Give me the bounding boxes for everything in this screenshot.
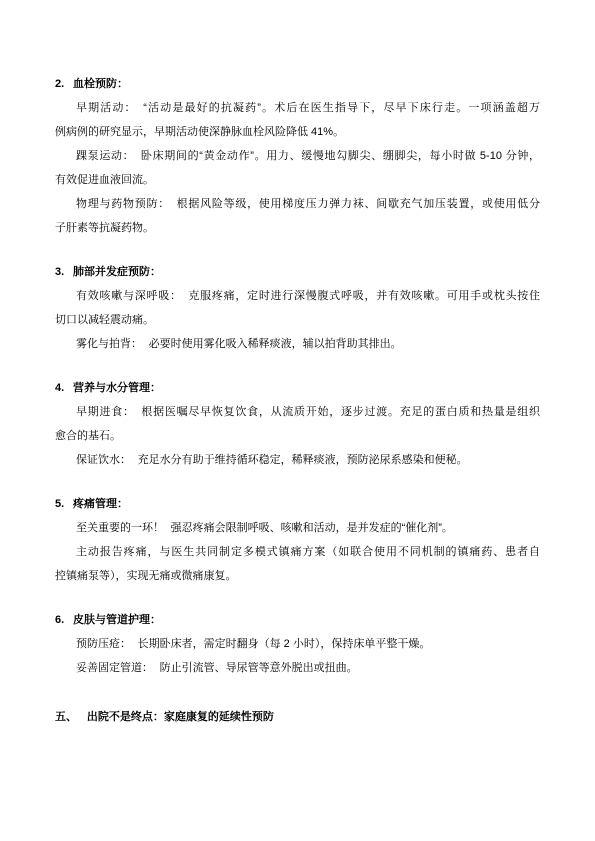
paragraph-term: 保证饮水： bbox=[76, 454, 131, 466]
paragraph-line: 切口以减轻震动痛。 bbox=[55, 314, 154, 326]
paragraph-line bbox=[55, 284, 540, 308]
paragraph-line: 例病例的研究显示，早期活动使深静脉血栓风险降低 41%。 bbox=[55, 126, 345, 138]
paragraph-early-feeding bbox=[55, 400, 540, 448]
section-number: 4. bbox=[55, 382, 65, 394]
paragraph-term: 物理与药物预防： bbox=[76, 198, 170, 210]
paragraph-hydration bbox=[55, 448, 540, 472]
paragraph-line bbox=[55, 144, 540, 168]
paragraph-pain-importance bbox=[55, 516, 540, 540]
paragraph-term: 踝泵运动： bbox=[76, 150, 135, 162]
paragraph-line bbox=[55, 632, 540, 656]
section-title: 皮肤与管道护理： bbox=[72, 614, 161, 626]
section-number: 3. bbox=[55, 266, 65, 278]
section-thrombosis-prevention bbox=[55, 72, 540, 240]
paragraph-pressure-ulcer bbox=[55, 632, 540, 656]
chapter-title: 出院不是终点：家庭康复的延续性预防 bbox=[86, 711, 274, 723]
paragraph-text: 根据风险等级，使用梯度压力弹力袜、间歇充气加压装置，或使用低分 bbox=[176, 198, 541, 210]
paragraph-text: 防止引流管、导尿管等意外脱出或扭曲。 bbox=[159, 662, 358, 674]
section-heading bbox=[55, 376, 540, 400]
paragraph-line bbox=[55, 96, 540, 120]
paragraph-line bbox=[55, 516, 540, 540]
paragraph-line: 子肝素等抗凝药物。 bbox=[55, 222, 154, 234]
paragraph-term: 早期活动： bbox=[76, 102, 137, 114]
section-heading bbox=[55, 72, 540, 96]
section-heading bbox=[55, 492, 540, 516]
section-heading bbox=[55, 608, 540, 632]
paragraph-line bbox=[55, 400, 540, 424]
paragraph-text: 卧床期间的“黄金动作”。用力、缓慢地勾脚尖、绷脚尖，每小时做 5-10 分钟， bbox=[140, 150, 540, 162]
paragraph-line bbox=[55, 192, 540, 216]
paragraph-term: 预防压疮： bbox=[76, 638, 131, 650]
paragraph-cough-breathing bbox=[55, 284, 540, 332]
document-page bbox=[55, 72, 540, 729]
paragraph-ankle-pump bbox=[55, 144, 540, 192]
paragraph-text: 充足水分有助于维持循环稳定，稀释痰液，预防泌尿系感染和便秘。 bbox=[137, 454, 468, 466]
paragraph-line: 控镇痛泵等），实现无痛或微痛康复。 bbox=[55, 570, 237, 582]
paragraph-text: 必要时使用雾化吸入稀释痰液，辅以拍背助其排出。 bbox=[148, 338, 402, 350]
paragraph-tube-fixation bbox=[55, 656, 540, 680]
chapter-heading bbox=[55, 705, 540, 729]
section-skin-tube-care bbox=[55, 608, 540, 680]
section-title: 肺部并发症预防： bbox=[72, 266, 161, 278]
paragraph-early-activity bbox=[55, 96, 540, 144]
section-title: 营养与水分管理： bbox=[72, 382, 161, 394]
section-number: 2. bbox=[55, 78, 65, 90]
paragraph-line: 有效促进血液回流。 bbox=[55, 174, 154, 186]
paragraph-text: “活动是最好的抗凝药”。术后在医生指导下，尽早下床行走。一项涵盖超万 bbox=[143, 102, 540, 114]
paragraph-line: 主动报告疼痛，与医生共同制定多模式镇痛方案（如联合使用不同机制的镇痛药、患者自 bbox=[76, 546, 540, 558]
section-pulmonary-prevention bbox=[55, 260, 540, 356]
paragraph-physical-drug-prevention bbox=[55, 192, 540, 240]
section-number: 6. bbox=[55, 614, 65, 626]
paragraph-term: 妥善固定管道： bbox=[76, 662, 153, 674]
section-nutrition-hydration bbox=[55, 376, 540, 472]
paragraph-text: 长期卧床者，需定时翻身（每 2 小时），保持床单平整干燥。 bbox=[137, 638, 431, 650]
paragraph-term: 有效咳嗽与深呼吸： bbox=[76, 290, 182, 302]
paragraph-text: 克服疼痛，定时进行深慢腹式呼吸，并有效咳嗽。可用手或枕头按住 bbox=[188, 290, 541, 302]
section-heading bbox=[55, 260, 540, 284]
paragraph-pain-reporting bbox=[55, 540, 540, 588]
section-number: 5. bbox=[55, 498, 65, 510]
paragraph-line bbox=[55, 332, 540, 356]
paragraph-line bbox=[55, 656, 540, 680]
paragraph-term: 雾化与拍背： bbox=[76, 338, 142, 350]
chapter-number: 五、 bbox=[55, 711, 77, 723]
paragraph-term: 早期进食： bbox=[76, 406, 135, 418]
paragraph-nebulization bbox=[55, 332, 540, 356]
paragraph-line: 愈合的基石。 bbox=[55, 430, 121, 442]
paragraph-term: 至关重要的一环！ bbox=[76, 522, 164, 534]
paragraph-text: 强忍疼痛会限制呼吸、咳嗽和活动，是并发症的“催化剂”。 bbox=[170, 522, 453, 534]
paragraph-line bbox=[55, 448, 540, 472]
section-pain-management bbox=[55, 492, 540, 588]
section-title: 血栓预防： bbox=[72, 78, 128, 90]
paragraph-text: 根据医嘱尽早恢复饮食，从流质开始，逐步过渡。充足的蛋白质和热量是组织 bbox=[141, 406, 541, 418]
section-title: 疼痛管理： bbox=[72, 498, 128, 510]
